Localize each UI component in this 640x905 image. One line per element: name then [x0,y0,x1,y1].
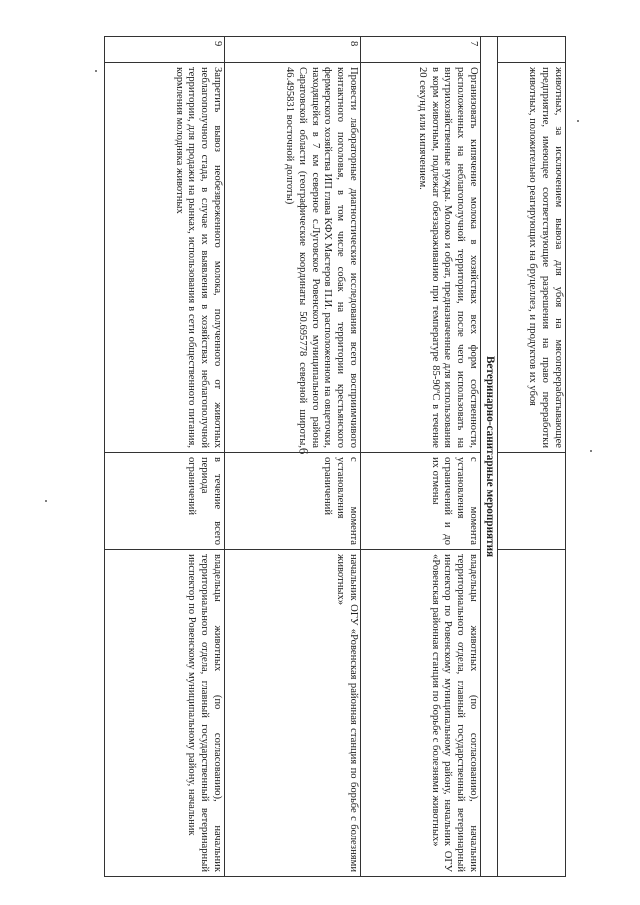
page-number: 6 [296,447,312,455]
rotated-page-content [62,36,566,876]
row-number: 8 [225,37,361,63]
scan-speck [95,70,97,72]
row-number: 9 [105,37,225,63]
term-cell: с момента установления ограничений [225,453,361,550]
measure-cell: животных, за исключением вывоза для убоя на мясоперерабатывающее предприятие, имеющее соответствующие разрешения на право переработки животных, положительно реагирующих на бруцеллез, и продуктов их убоя [498,63,566,453]
measures-table [104,36,566,877]
table-row [225,37,361,877]
term-cell [498,453,566,550]
table-row [361,37,481,877]
measure-cell: Организовать кипячение молока в хозяйствах всех форм собственности, расположенных на неблагополучной территории, после чего использовать на внутрихозяйственные нужды. Молоко и обрат, предназначенные для использования в корм животным, подлежат обеззараживанию при температуре 85-90ºС в течение 20 секунд или кипячением. [361,63,481,453]
term-cell: с момента установления ограничений и до их отмены [361,453,481,550]
table-row-continued [498,37,566,877]
row-number: 7 [361,37,481,63]
responsible-cell: владельцы животных (по согласованию), начальник территориального отдела, главный государственный ветеринарный инспектор по Ровенскому муниципальному району, начальник [105,550,225,877]
row-number [498,37,566,63]
scan-speck [577,120,579,122]
scan-speck [45,500,47,502]
section-title: Ветеринарно-санитарные мероприятия [481,37,498,877]
term-cell: в течение всего периода ограничений [105,453,225,550]
responsible-cell [498,550,566,877]
responsible-cell: начальник ОГУ «Ровенская районная станция по борьбе с болезнями животных» [225,550,361,877]
scan-speck [590,450,592,452]
table-row [105,37,225,877]
responsible-cell: владельцы животных (по согласованию), начальник территориального отдела, главный государственный ветеринарный инспектор по Ровенскому муниципальному району, начальник ОГУ «Ровенская районная станция по борьбе с болезнями животных» [361,550,481,877]
section-header-row [481,37,498,877]
measure-cell: Провести лабораторные диагностические исследования всего восприимчивого контактного поголовья, в том числе собак на территории крестьянского фермерского хозяйства ИП глава КФХ Мастеров П.И. расположенном на овцеточки, находящейся в 7 км северное с.Луговское Ровенского муниципального района Саратовской области (географические координаты 50.695778 северной широты, 46.495831 восточной долготы) [225,63,361,453]
measure-cell: Запретить вывоз необезвреженного молока, полученного от животных неблагополучного стада, в случае их выявления в хозяйствах неблагополучной территории, для продажи на рынках, использования в сети общественного питания, кормления молодняка животных [105,63,225,453]
